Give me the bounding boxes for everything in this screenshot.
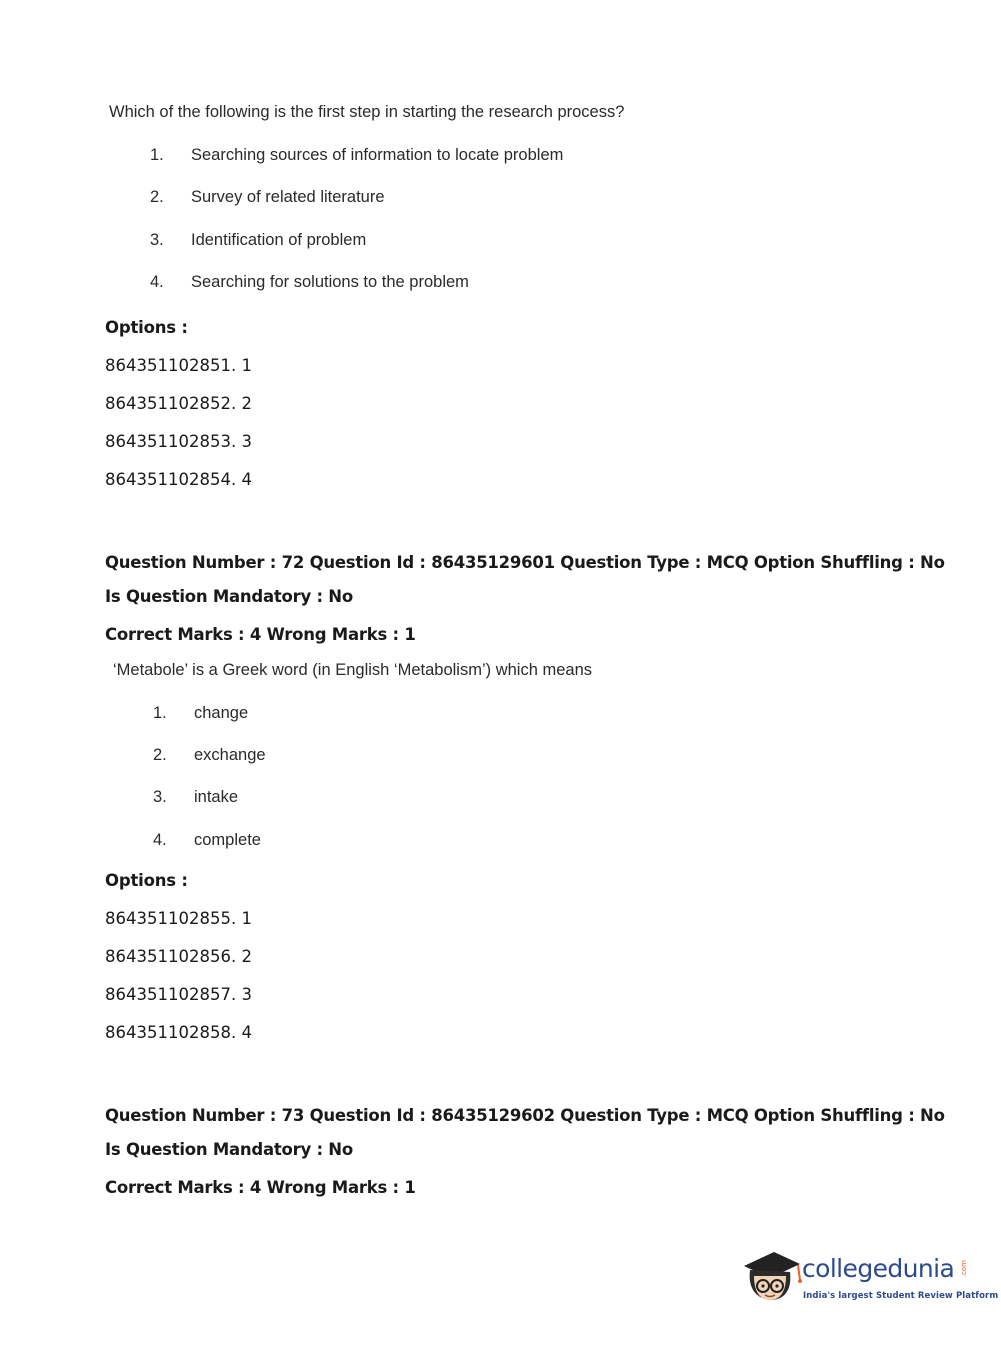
q72-choice-3-text: intake: [194, 788, 239, 806]
q72-option-4: 864351102858. 4: [105, 1023, 252, 1042]
q71-option-3: 864351102853. 3: [105, 432, 252, 451]
q73-meta-line: Question Number : 73 Question Id : 86435129602 Question Type : MCQ Option Shuffling : No: [105, 1106, 945, 1125]
q72-marks-line: Correct Marks : 4 Wrong Marks : 1: [105, 625, 416, 644]
q71-choice-3-number: 3.: [150, 231, 164, 249]
mascot-icon: [740, 1246, 802, 1318]
q71-choice-1-text: Searching sources of information to locate problem: [191, 146, 564, 164]
q72-choice-2-number: 2.: [153, 746, 167, 764]
q71-choice-4-number: 4.: [150, 273, 164, 291]
q71-option-1: 864351102851. 1: [105, 356, 252, 375]
q73-mandatory-line: Is Question Mandatory : No: [105, 1140, 353, 1159]
q72-choice-1-number: 1.: [153, 704, 167, 722]
q72-option-3: 864351102857. 3: [105, 985, 252, 1004]
q72-choice-4-text: complete: [194, 831, 261, 849]
q72-option-2: 864351102856. 2: [105, 947, 252, 966]
q72-meta-line: Question Number : 72 Question Id : 86435129601 Question Type : MCQ Option Shuffling : No: [105, 553, 945, 572]
q72-choice-1-text: change: [194, 704, 249, 722]
logo-wordmark: collegedunia: [802, 1254, 955, 1283]
q72-choice-3-number: 3.: [153, 788, 167, 806]
q72-mandatory-line: Is Question Mandatory : No: [105, 587, 353, 606]
q72-choice-4-number: 4.: [153, 831, 167, 849]
q72-options-label: Options :: [105, 871, 188, 890]
q71-choice-4-text: Searching for solutions to the problem: [191, 273, 469, 291]
q71-option-4: 864351102854. 4: [105, 470, 252, 489]
logo-com-suffix: .com: [960, 1260, 968, 1278]
collegedunia-logo: [740, 1246, 999, 1318]
q73-marks-line: Correct Marks : 4 Wrong Marks : 1: [105, 1178, 416, 1197]
q71-choice-2-text: Survey of related literature: [191, 188, 385, 206]
logo-tagline: India's largest Student Review Platform: [803, 1291, 999, 1301]
q71-options-label: Options :: [105, 318, 188, 337]
q71-option-2: 864351102852. 2: [105, 394, 252, 413]
question-71-text: Which of the following is the first step in starting the research process?: [109, 103, 625, 121]
q71-choice-3-text: Identification of problem: [191, 231, 367, 249]
q72-choice-2-text: exchange: [194, 746, 266, 764]
question-72-text: ‘Metabole’ is a Greek word (in English ‘Metabolism’) which means: [113, 661, 592, 679]
q71-choice-1-number: 1.: [150, 146, 164, 164]
q71-choice-2-number: 2.: [150, 188, 164, 206]
q72-option-1: 864351102855. 1: [105, 909, 252, 928]
